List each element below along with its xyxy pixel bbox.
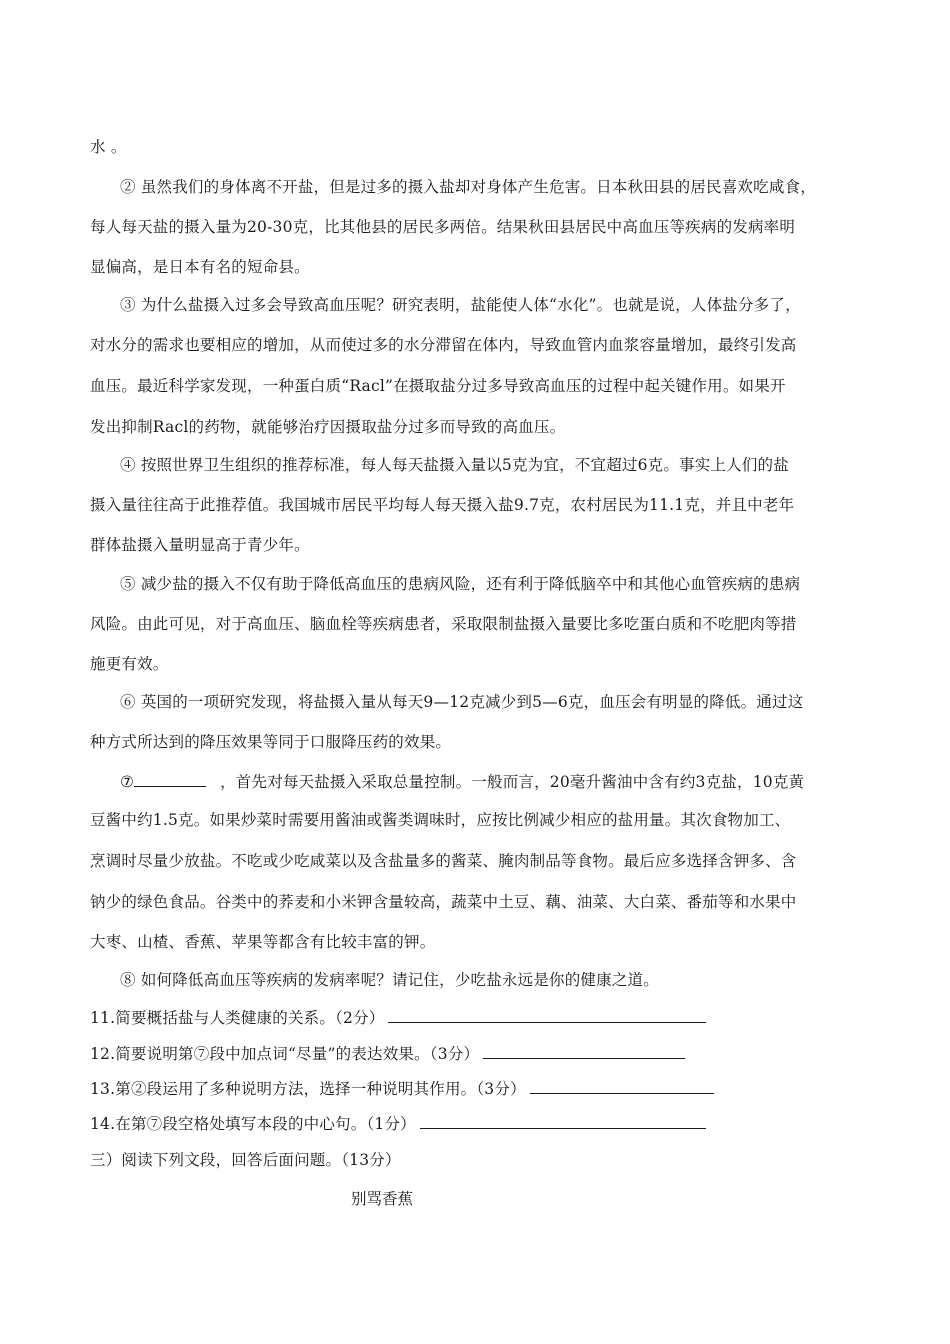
question-11-text: 11.简要概括盐与人类健康的关系。（2分） (90, 1009, 385, 1027)
question-13 (90, 1077, 870, 1100)
paragraph-2-line-1: ② 虽然我们的身体离不开盐，但是过多的摄入盐却对身体产生危害。日本秋田县的居民喜欢吃咸食， (120, 178, 816, 196)
paragraph-5-line-3: 施更有效。 (90, 655, 169, 673)
paragraph-7-line-4: 钠少的绿色食品。谷类中的荞麦和小米钾含量较高，蔬菜中土豆、藕、油菜、大白菜、番茄等和水果中 (90, 893, 797, 911)
paragraph-3-line-3: 血压。最近科学家发现，一种蛋白质“Racl”在摄取盐分过多导致高血压的过程中起关键作用。如果开 (90, 377, 786, 395)
topic-sentence-blank[interactable] (134, 770, 206, 787)
paragraph-5-line-1: ⑤ 减少盐的摄入不仅有助于降低高血压的患病风险，还有利于降低脑卒中和其他心血管疾病的患病 (120, 575, 801, 593)
paragraph-4-line-2: 摄入量往往高于此推荐值。我国城市居民平均每人每天摄入盐9.7克，农村居民为11.1克，并且中老年 (90, 496, 795, 514)
paragraph-7-line-1-text: ，首先对每天盐摄入采取总量控制。一般而言，20毫升酱油中含有约3克盐，10克黄 (220, 773, 805, 791)
paragraph-3-line-1: ③ 为什么盐摄入过多会导致高血压呢？研究表明，盐能使人体“水化”。也就是说，人体盐分多了， (120, 296, 801, 314)
paragraph-7-line-5: 大枣、山楂、香蕉、苹果等都含有比较丰富的钾。 (90, 933, 436, 951)
paragraph-7-line-3: 烹调时尽量少放盐。不吃或少吃咸菜以及含盐量多的酱菜、腌肉制品等食物。最后应多选择含钾多、含 (90, 852, 797, 870)
paragraph-6-line-2: 种方式所达到的降压效果等同于口服降压药的效果。 (90, 733, 452, 751)
question-11 (90, 1006, 870, 1029)
paragraph-7-line-1 (120, 770, 900, 793)
question-13-text: 13.第②段运用了多种说明方法，选择一种说明其作用。（3分） (90, 1080, 526, 1098)
section-heading: 三）阅读下列文段，回答后面问题。（13分） (90, 1151, 401, 1169)
passage-title: 别骂香蕉 (351, 1190, 414, 1208)
paragraph-7-marker: ⑦ (120, 773, 135, 791)
paragraph-4-line-3: 群体盐摄入量明显高于青少年。 (90, 536, 310, 554)
answer-line-11[interactable] (388, 1006, 706, 1023)
paragraph-1-end: 水 。 (90, 138, 127, 156)
paragraph-4-line-1: ④ 按照世界卫生组织的推荐标准，每人每天盐摄入量以5克为宜，不宜超过6克。事实上人们的盐 (120, 456, 789, 474)
paragraph-8-line-1: ⑧ 如何降低高血压等疾病的发病率呢？请记住，少吃盐永远是你的健康之道。 (120, 971, 659, 989)
paragraph-2-line-3: 显偏高，是日本有名的短命县。 (90, 258, 310, 276)
answer-line-14[interactable] (420, 1112, 706, 1129)
question-12-text: 12.简要说明第⑦段中加点词“尽量”的表达效果。（3分） (90, 1045, 480, 1063)
paragraph-5-line-2: 风险。由此可见，对于高血压、脑血栓等疾病患者，采取限制盐摄入量要比多吃蛋白质和不吃肥肉等措 (90, 615, 797, 633)
paragraph-7-line-2: 豆酱中约1.5克。如果炒菜时需要用酱油或酱类调味时，应按比例减少相应的盐用量。其次食物加工、 (90, 811, 791, 829)
question-14-text: 14.在第⑦段空格处填写本段的中心句。（1分） (90, 1115, 416, 1133)
answer-line-13[interactable] (530, 1077, 714, 1094)
paragraph-3-line-4: 发出抑制Racl的药物，就能够治疗因摄取盐分过多而导致的高血压。 (90, 418, 566, 436)
question-14 (90, 1112, 870, 1135)
answer-line-12[interactable] (483, 1042, 685, 1059)
paragraph-3-line-2: 对水分的需求也要相应的增加，从而使过多的水分滞留在体内，导致血管内血浆容量增加，最终引发高 (90, 336, 797, 354)
question-12 (90, 1042, 870, 1065)
paragraph-2-line-2: 每人每天盐的摄入量为20-30克，比其他县的居民多两倍。结果秋田县居民中高血压等疾病的发病率明 (90, 218, 796, 236)
paragraph-6-line-1: ⑥ 英国的一项研究发现，将盐摄入量从每天9—12克减少到5—6克，血压会有明显的降低。通过这 (120, 693, 804, 711)
